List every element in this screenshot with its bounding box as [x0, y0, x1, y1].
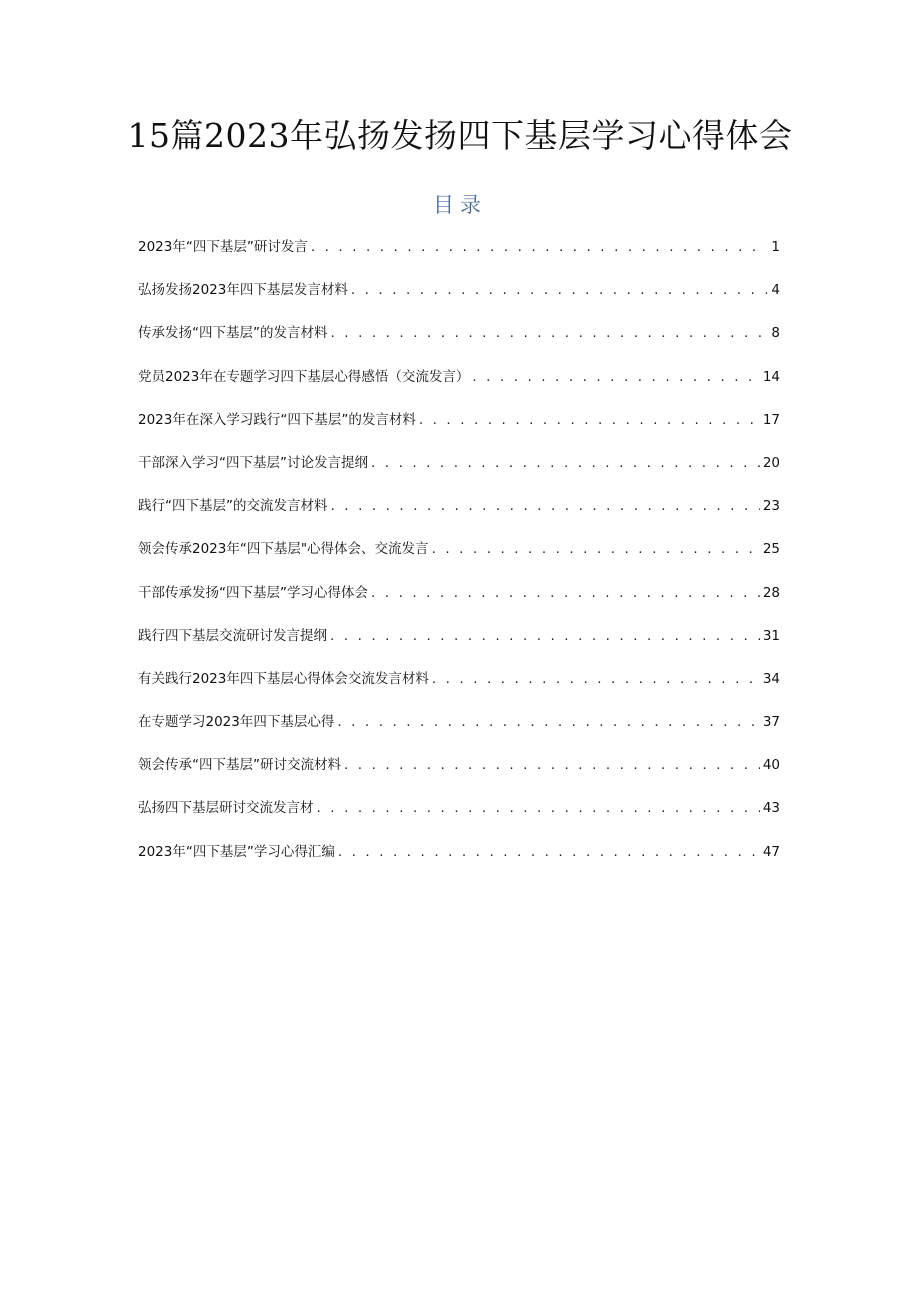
toc-entry-title: 践行四下基层交流研讨发言提纲: [138, 627, 327, 644]
toc-entry-title: 领会传承“四下基层”研讨交流材料: [138, 757, 341, 774]
toc-entry-title: 干部深入学习“四下基层”讨论发言提纲: [138, 454, 368, 471]
toc-page-number: 4: [771, 282, 780, 299]
toc-entry-title: 传承发扬“四下基层”的发言材料: [138, 325, 328, 342]
toc-entry[interactable]: [138, 621, 780, 664]
document-title: 15篇2023年弘扬发扬四下基层学习心得体会: [127, 116, 793, 155]
toc-entry[interactable]: [138, 318, 780, 361]
toc-entry[interactable]: [138, 793, 780, 836]
toc-page-number: 23: [762, 498, 780, 515]
toc-entry[interactable]: [138, 707, 780, 750]
toc-dot-leader: [344, 750, 760, 780]
toc-entry[interactable]: [138, 578, 780, 621]
toc-entry[interactable]: [138, 232, 780, 275]
toc-dot-leader: [337, 707, 759, 737]
toc-entry-title: 有关践行2023年四下基层心得体会交流发言材料: [138, 670, 429, 687]
toc-entry-title: 干部传承发扬“四下基层”学习心得体会: [138, 584, 368, 601]
toc-entry[interactable]: [138, 491, 780, 534]
toc-page-number: 25: [762, 541, 780, 558]
toc-entry-title: 领会传承2023年“四下基层"心得体会、交流发言: [138, 541, 429, 558]
toc-heading: 目录: [433, 193, 487, 217]
toc-dot-leader: [331, 491, 760, 521]
toc-page-number: 43: [762, 800, 780, 817]
toc-page-number: 14: [762, 368, 780, 385]
toc-dot-leader: [330, 621, 760, 651]
toc-dot-leader: [331, 318, 768, 348]
toc-page-number: 8: [771, 325, 780, 342]
toc-entry-title: 2023年在深入学习践行“四下基层”的发言材料: [138, 411, 416, 428]
toc-entry-title: 践行“四下基层”的交流发言材料: [138, 498, 328, 515]
toc-entry-title: 弘扬四下基层研讨交流发言材: [138, 800, 314, 817]
toc-page-number: 47: [762, 843, 780, 860]
toc-page-number: 1: [771, 239, 780, 255]
toc-page-number: 20: [762, 454, 780, 471]
toc-entry[interactable]: [138, 837, 780, 880]
toc-entry-title: 2023年“四下基层”研讨发言: [138, 239, 308, 255]
toc-dot-leader: [432, 534, 760, 564]
toc-page-number: 37: [762, 714, 780, 731]
toc-entry-title: 党员2023年在专题学习四下基层心得感悟（交流发言）: [138, 368, 470, 385]
toc-dot-leader: [311, 232, 767, 262]
toc-dot-leader: [371, 578, 760, 608]
toc-entry[interactable]: [138, 362, 780, 405]
toc-dot-leader: [432, 664, 760, 694]
toc-dot-leader: [419, 405, 760, 435]
toc-page-number: 34: [762, 670, 780, 687]
toc-entry[interactable]: [138, 664, 780, 707]
toc-entry-title: 弘扬发扬2023年四下基层发言材料: [138, 282, 348, 299]
toc-dot-leader: [317, 793, 760, 823]
toc-entry[interactable]: [138, 405, 780, 448]
toc-dot-leader: [351, 275, 767, 305]
toc-entry-title: 在专题学习2023年四下基层心得: [138, 714, 335, 731]
toc-dot-leader: [472, 362, 759, 392]
toc-entry[interactable]: [138, 750, 780, 793]
toc-page-number: 28: [762, 584, 780, 601]
toc-entry-title: 2023年“四下基层”学习心得汇编: [138, 843, 335, 860]
toc-entry[interactable]: [138, 448, 780, 491]
toc-dot-leader: [338, 837, 760, 867]
toc-page-number: 17: [762, 411, 780, 428]
toc-dot-leader: [371, 448, 760, 478]
toc-entry[interactable]: [138, 534, 780, 577]
toc-entry[interactable]: [138, 275, 780, 318]
toc-page-number: 31: [762, 627, 780, 644]
toc-page-number: 40: [762, 757, 780, 774]
table-of-contents: [138, 232, 780, 880]
